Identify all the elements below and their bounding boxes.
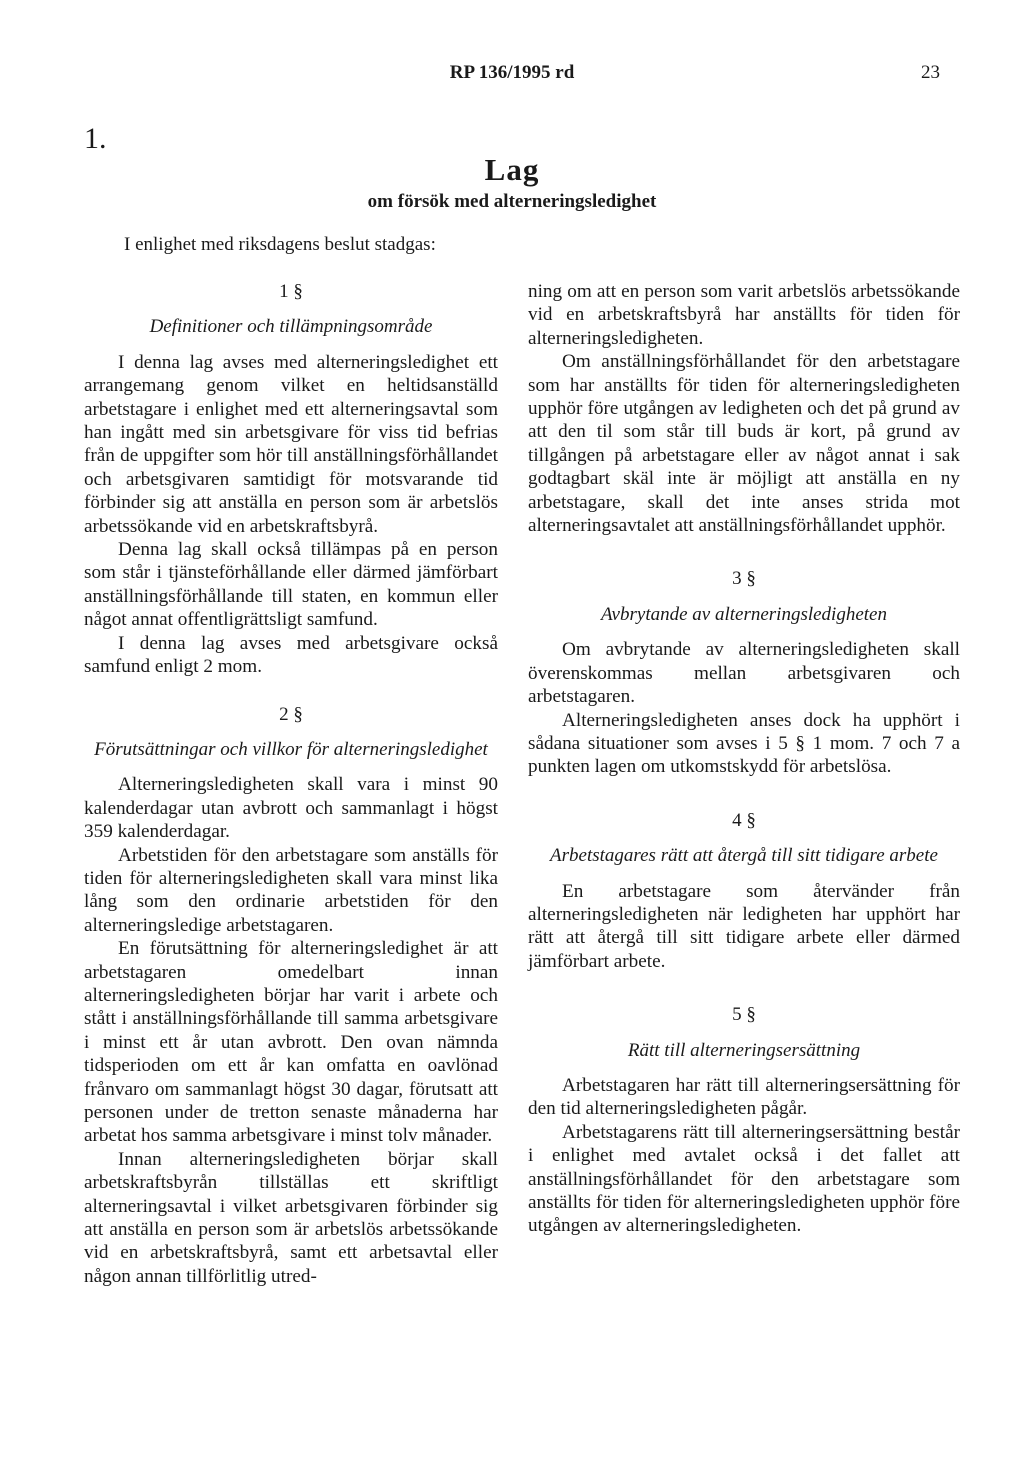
section-1-paragraph: I denna lag avses med alterneringsledighet ett arrangemang genom vilket en heltidsanställd arbetstagare i enlighet med ett alterneringsavtal som han ingått med sin arbetsgivare för viss tid befrias från de uppgifter som hör till anställningsförhållandet och arbetsgivaren samtidigt för motsvarande tid förbinder sig att anställa en person som är arbetslös arbetssökande vid en arbetskraftsbyrå. (84, 351, 498, 537)
enactment-clause: I enlighet med riksdagens beslut stadgas: (124, 234, 436, 255)
section-2-title: Förutsättningar och villkor för alterneringsledighet (94, 738, 488, 760)
section-2-paragraph: Alterneringsledigheten skall vara i minst 90 kalenderdagar utan avbrott och sammanlagt i högst 359 kalenderdagar. (84, 774, 498, 843)
section-4-paragraph: En arbetstagare som återvänder från alterneringsledigheten när ledigheten har upphört har rätt att återgå till sitt tidigare arbete eller därmed jämförbart arbete. (528, 880, 960, 972)
section-3-title: Avbrytande av alterneringsledigheten (601, 603, 887, 625)
law-number: 1. (84, 122, 107, 155)
section-2-paragraph: Innan alterneringsledigheten börjar skall arbetskraftsbyrån tillställas ett skriftligt alterneringsavtal i vilket arbetsgivaren förbinder sig att anställa en person som är arbetslös arbetssökande vid en arbetskraftsbyrå, samt ett arbetsavtal eller någon annan tillförlitlig utred- (84, 1148, 498, 1287)
section-1-paragraph: I denna lag avses med arbetsgivare också samfund enligt 2 mom. (84, 632, 498, 678)
section-1-title: Definitioner och tillämpningsområde (149, 316, 433, 338)
section-1-paragraph: Denna lag skall också tillämpas på en person som står i tjänsteförhållande eller därmed jämförbart anställningsförhållande till staten, en kommun eller något annat offentligrättsligt samfund. (84, 539, 498, 631)
section-2-number: 2 § (279, 703, 303, 725)
law-subtitle: om försök med alterneringsledighet (367, 191, 657, 212)
section-3-number: 3 § (732, 568, 756, 590)
section-2-paragraph: En förutsättning för alterneringsledighet är att arbetstagaren omedelbart innan alterneringsledigheten börjar har varit i arbete och stått i anställningsförhållande till samma arbetsgivare i minst ett år utan avbrott. Den ovan nämnda tidsperioden om ett år kan omfatta en oavlönad frånvaro om sammanlagt högst 30 dagar, förutsatt att personen under de tretton senaste månaderna har arbetat hos samma arbetsgivare i minst tolv månader. (84, 938, 498, 1147)
right-column (528, 280, 960, 1238)
section-5-paragraph: Arbetstagarens rätt till alterneringsersättning består i enlighet med avtalet också i det fallet att anställningsförhållandet för den arbetstagare som anställts för tiden för alterneringsledigheten upphör före utgången av alterneringsledigheten. (528, 1121, 960, 1237)
section-5-number: 5 § (732, 1004, 756, 1026)
section-2-paragraph: Om anställningsförhållandet för den arbetstagare som har anställts för tiden för alterneringsledigheten upphör före utgången av ledigheten och det på grund av att den til som står till buds är kort, på grund av tillgången på arbetstagare eller av något annat i sak godtagbart skäl inte är möjligt att anställa en ny arbetstagare, skall det inte anses strida mot alterneringsavtalet att anställningsförhållandet upphör. (528, 351, 960, 537)
section-3-paragraph: Om avbrytande av alterneringsledigheten skall överenskommas mellan arbetsgivaren och arbetstagaren. (528, 639, 960, 708)
section-3-paragraph: Alterneringsledigheten anses dock ha upphört i sådana situationer som avses i 5 § 1 mom. 7 och 7 a punkten lagen om utkomstskydd för arbetslösa. (528, 709, 960, 778)
section-2-paragraph: Arbetstiden för den arbetstagare som anställs för tiden för alterneringsledigheten skall vara minst lika lång som den ordinarie arbetstiden för den alterneringsledige arbetstagaren. (84, 844, 498, 936)
section-5-title: Rätt till alterneringsersättning (627, 1039, 861, 1061)
document-reference: RP 136/1995 rd (449, 62, 575, 83)
section-2-paragraph-continued: ning om att en person som varit arbetslös arbetssökande vid en arbetskraftsbyrå har anställts för tiden för alterneringsledigheten. (528, 281, 960, 349)
page-number: 23 (921, 62, 940, 83)
law-title: Lag (484, 152, 540, 187)
section-4-title: Arbetstagares rätt att återgå till sitt tidigare arbete (550, 845, 938, 867)
section-5-paragraph: Arbetstagaren har rätt till alterneringsersättning för den tid alterneringsledigheten pågår. (528, 1074, 960, 1120)
section-1-number: 1 § (279, 281, 303, 302)
section-4-number: 4 § (732, 809, 756, 831)
left-column (84, 280, 498, 1288)
